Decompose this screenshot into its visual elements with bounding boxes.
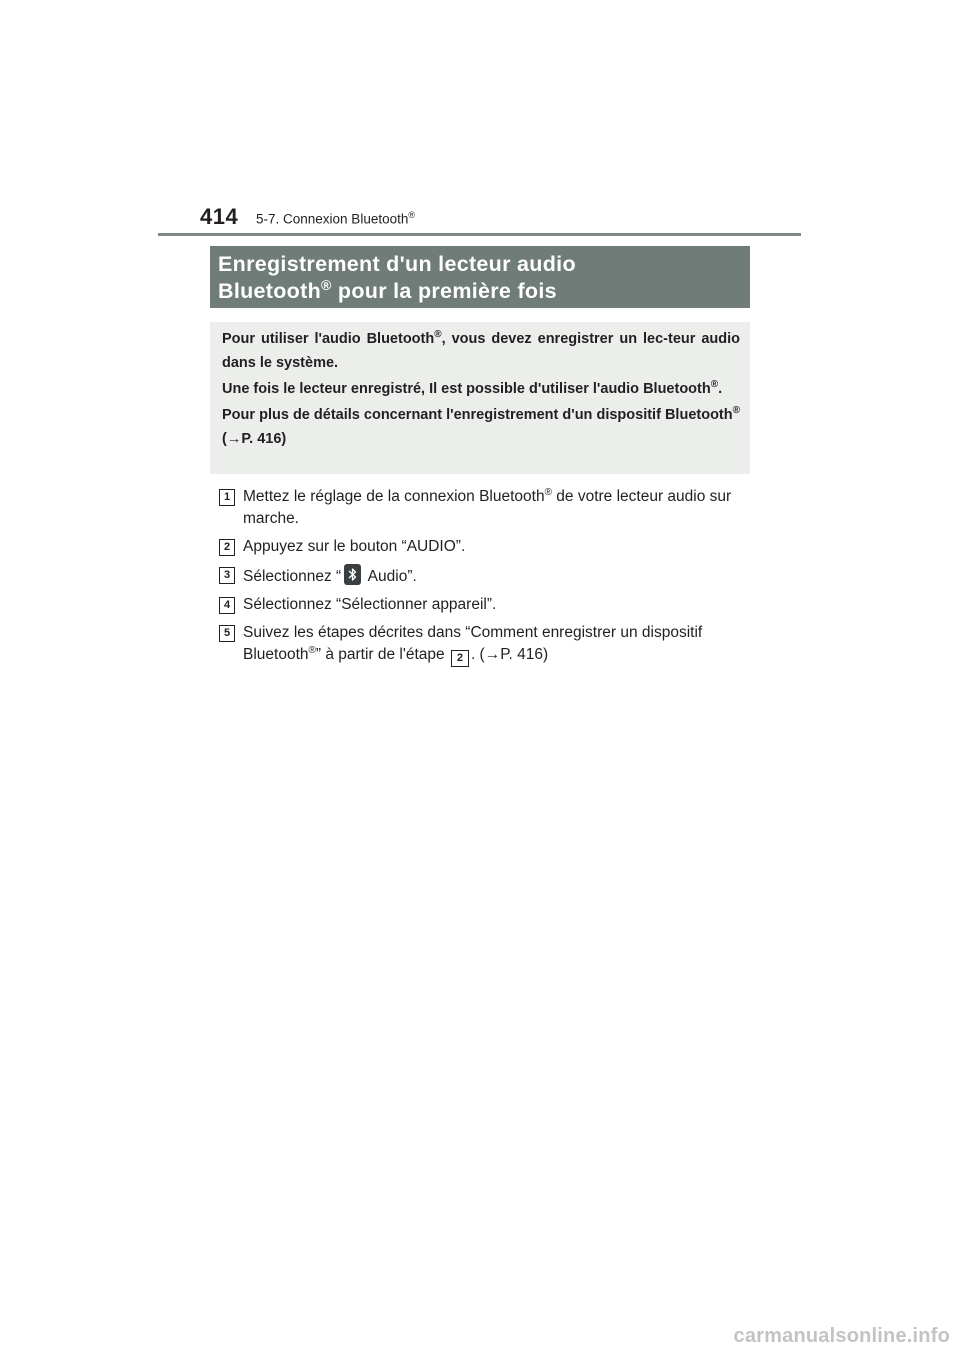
step-5: 5 Suivez les étapes décrites dans “Comment enregistrer un dispositif Bluetooth®” à partir de l'étape 2 . (→P. 416) (210, 622, 750, 667)
step-4: 4 Sélectionnez “Sélectionner appareil”. (210, 594, 750, 616)
step-2: 2 Appuyez sur le bouton “AUDIO”. (210, 536, 750, 558)
step-number-box: 3 (219, 567, 235, 584)
step-list (210, 486, 750, 673)
page-number: 414 (200, 204, 239, 229)
intro-box (210, 322, 750, 474)
step-3: 3 Sélectionnez “ Audio”. (210, 564, 750, 588)
title-line-2: Bluetooth® pour la première fois (218, 276, 557, 303)
title-banner (210, 246, 750, 308)
step-number-box: 5 (219, 625, 235, 642)
bluetooth-icon (344, 564, 361, 585)
intro-paragraph-3: Pour plus de détails concernant l'enregistrement d'un dispositif Bluetooth® (→P. 416) (222, 405, 740, 447)
watermark: carmanualsonline.info (733, 1325, 950, 1347)
title-line-1: Enregistrement d'un lecteur audio (218, 252, 576, 276)
step-1: 1 Mettez le réglage de la connexion Bluetooth® de votre lecteur audio sur marche. (210, 486, 750, 530)
intro-paragraph-2: Une fois le lecteur enregistré, Il est possible d'utiliser l'audio Bluetooth®. (222, 379, 723, 397)
header-rule (158, 233, 801, 236)
page-header (200, 200, 800, 236)
step-number-box: 4 (219, 597, 235, 614)
section-title: 5-7. Connexion Bluetooth® (256, 210, 415, 227)
intro-paragraph-1: Pour utiliser l'audio Bluetooth®, vous devez enregistrer un lec-teur audio dans le système. (222, 329, 741, 371)
step-number-box: 2 (219, 539, 235, 556)
step-reference-box: 2 (451, 650, 469, 667)
step-number-box: 1 (219, 489, 235, 506)
